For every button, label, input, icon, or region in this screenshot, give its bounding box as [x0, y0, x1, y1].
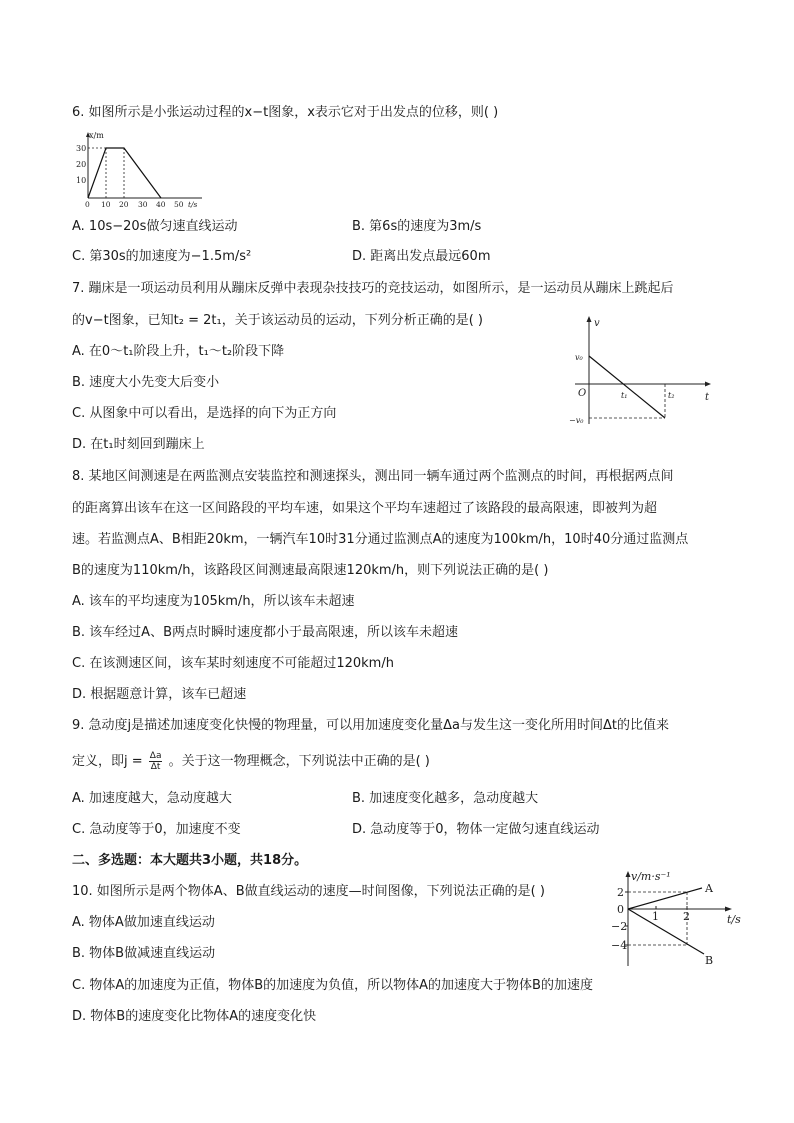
q7-v0-label: v₀ [575, 353, 583, 362]
q7-option-a: A. 在0～t₁阶段上升，t₁～t₂阶段下降 [72, 344, 285, 359]
q6-option-c: C. 第30s的加速度为−1.5m/s² [72, 249, 252, 264]
q8-option-a: A. 该车的平均速度为105km/h，所以该车未超速 [72, 594, 355, 609]
q6-xt-line [88, 148, 161, 198]
q8-option-c: C. 在该测速区间，该车某时刻速度不可能超过120km/h [72, 656, 394, 671]
q10-vt-graph [598, 866, 758, 970]
q9-frac-num: Δa [149, 751, 162, 761]
q10-line-b-label: B [705, 954, 714, 967]
q10-ytick-neg4: −4 [611, 939, 628, 952]
q10-ytick-0: 0 [617, 903, 624, 916]
q8-option-b: B. 该车经过A、B两点时瞬时速度都小于最高限速，所以该车未超速 [72, 625, 458, 640]
q7-x-axis-label: t [705, 392, 710, 403]
q10-ytick-2: 2 [617, 886, 624, 899]
q6-y-axis-label: x/m [89, 131, 104, 140]
q7-option-c: C. 从图象中可以看出，是选择的向下为正方向 [72, 406, 337, 421]
q6-ytick-20: 20 [76, 160, 87, 169]
q9-option-b: B. 加速度变化越多，急动度越大 [352, 791, 539, 806]
q8-stem-line2: 的距离算出该车在这一区间路段的平均车速，如果这个平均车速超过了该路段的最高限速，即被判为超 [72, 501, 658, 516]
q7-option-d: D. 在t₁时刻回到蹦床上 [72, 437, 205, 452]
q9-line2-pre: 定义，即j = [72, 754, 143, 769]
q10-line-a-label: A [705, 882, 713, 895]
q10-xtick-2: 2 [683, 910, 690, 923]
q6-ytick-30: 30 [76, 144, 87, 153]
q7-vt-line [589, 356, 665, 418]
q9-stem-line2 [72, 750, 430, 774]
q6-xtick-40: 40 [156, 200, 166, 208]
q7-vt-graph [565, 312, 715, 434]
q10-ytick-neg2: −2 [611, 920, 628, 933]
q10-option-c: C. 物体A的加速度为正值，物体B的加速度为负值，所以物体A的加速度大于物体B的加速度 [72, 978, 593, 993]
q7-stem-line2: 的v−t图象，已知t₂ = 2t₁，关于该运动员的运动，下列分析正确的是( ) [72, 313, 484, 328]
q6-xt-graph [72, 128, 212, 208]
q8-stem-line3: 速。若监测点A、B相距20km，一辆汽车10时31分通过监测点A的速度为100km/h，10时40分通过监测点 [72, 532, 689, 547]
q9-line2-post: 。关于这一物理概念，下列说法中正确的是( ) [168, 754, 430, 769]
q7-origin-label: O [578, 388, 587, 399]
q10-stem: 10. 如图所示是两个物体A、B做直线运动的速度—时间图像，下列说法正确的是( ) [72, 884, 545, 899]
q9-option-c: C. 急动度等于0，加速度不变 [72, 822, 241, 837]
q10-option-d: D. 物体B的速度变化比物体A的速度变化快 [72, 1009, 317, 1024]
q6-xtick-0: 0 [85, 200, 90, 208]
q10-line-b [628, 909, 704, 954]
q7-neg-v0-label: −v₀ [569, 416, 584, 425]
q9-fraction [149, 751, 163, 772]
q10-line-a [628, 888, 702, 909]
q9-option-a: A. 加速度越大，急动度越大 [72, 791, 232, 806]
q7-y-axis-label: v [594, 318, 600, 329]
section-heading-multiple-choice: 二、多选题：本大题共3小题，共18分。 [72, 853, 308, 868]
q6-xtick-30: 30 [138, 200, 148, 208]
q9-frac-den: Δt [150, 762, 161, 772]
q7-t1-label: t₁ [621, 391, 628, 400]
q6-xtick-50: 50 [174, 200, 184, 208]
q7-t2-label: t₂ [668, 391, 675, 400]
q6-stem: 6. 如图所示是小张运动过程的x−t图象，x表示它对于出发点的位移，则( ) [72, 105, 499, 120]
q10-xtick-1: 1 [652, 910, 659, 923]
q10-y-axis-label: v/m·s⁻¹ [631, 870, 671, 883]
q7-stem-line1: 7. 蹦床是一项运动员利用从蹦床反弹中表现杂技技巧的竞技运动，如图所示，是一运动员从蹦床上跳起后 [72, 281, 674, 296]
q7-option-b: B. 速度大小先变大后变小 [72, 375, 220, 390]
q10-x-axis-label: t/s [727, 913, 741, 926]
q6-option-a: A. 10s−20s做匀速直线运动 [72, 219, 238, 234]
q9-stem-line1: 9. 急动度j是描述加速度变化快慢的物理量，可以用加速度变化量Δa与发生这一变化所用时间Δt的比值来 [72, 718, 669, 733]
q8-option-d: D. 根据题意计算，该车已超速 [72, 687, 247, 702]
q9-option-d: D. 急动度等于0，物体一定做匀速直线运动 [352, 822, 600, 837]
q6-option-d: D. 距离出发点最远60m [352, 249, 491, 264]
q10-option-b: B. 物体B做减速直线运动 [72, 946, 216, 961]
q10-option-a: A. 物体A做加速直线运动 [72, 915, 215, 930]
q6-xtick-10: 10 [101, 200, 111, 208]
q6-x-axis-label: t/s [188, 200, 198, 208]
q8-stem-line1: 8. 某地区间测速是在两监测点安装监控和测速探头，测出同一辆车通过两个监测点的时间，再根据两点间 [72, 469, 674, 484]
q8-stem-line4: B的速度为110km/h，该路段区间测速最高限速120km/h，则下列说法正确的是( ) [72, 563, 549, 578]
q6-ytick-10: 10 [76, 176, 87, 185]
q6-xtick-20: 20 [119, 200, 129, 208]
q6-option-b: B. 第6s的速度为3m/s [352, 219, 482, 234]
